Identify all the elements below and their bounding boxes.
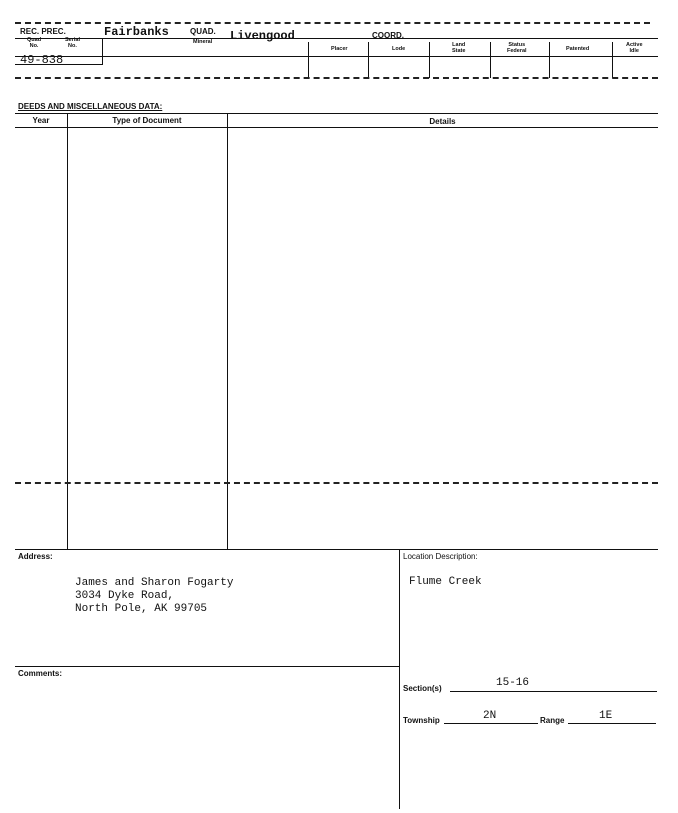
- deeds-bottom-rule: [15, 549, 658, 550]
- range-underline: [568, 723, 656, 724]
- col-patented: Patented: [566, 46, 590, 52]
- section-underline: [450, 691, 657, 692]
- deeds-top-rule: [15, 113, 658, 114]
- location-label: Location Description:: [403, 552, 478, 561]
- quad-serial-value: 49-838: [20, 53, 64, 67]
- range-value: 1E: [599, 710, 613, 722]
- top-dashed-rule: [15, 22, 650, 24]
- col-lode: Lode: [392, 46, 406, 52]
- col-quad-no: Quad No.: [27, 37, 42, 49]
- col-serial-no: Serial No.: [65, 37, 80, 49]
- col-status-federal: Status Federal: [507, 42, 527, 54]
- header-divider: [429, 42, 430, 78]
- header-sub-rule: [15, 56, 658, 57]
- range-label: Range: [540, 716, 565, 725]
- location-value: Flume Creek: [409, 576, 482, 588]
- col-mineral: Mineral: [193, 39, 213, 45]
- quad-label: QUAD.: [190, 27, 216, 36]
- comments-rule: [15, 666, 399, 667]
- header-divider: [368, 42, 369, 78]
- deeds-col-year: Year: [32, 116, 50, 125]
- rec-prec-label: REC. PREC.: [20, 27, 66, 36]
- header-divider: [102, 38, 103, 64]
- address-line-1: James and Sharon Fogarty: [75, 577, 234, 589]
- deeds-col-type: Type of Document: [112, 116, 182, 125]
- township-value: 2N: [483, 710, 497, 722]
- deeds-col-details: Details: [429, 117, 456, 126]
- deeds-section-title: DEEDS AND MISCELLANEOUS DATA:: [18, 102, 163, 111]
- comments-label: Comments:: [18, 669, 63, 678]
- header-divider: [490, 42, 491, 78]
- deeds-header-rule: [15, 127, 658, 128]
- quad-underline: [15, 64, 103, 65]
- col-placer: Placer: [331, 46, 348, 52]
- deeds-dashed-rule: [15, 482, 658, 484]
- col-active-idle: Active Idle: [626, 42, 643, 54]
- quad-value: Livengood: [230, 29, 295, 43]
- col-land-state: Land State: [452, 42, 466, 54]
- coord-label: COORD.: [372, 31, 404, 40]
- address-line-2: 3034 Dyke Road,: [75, 590, 175, 602]
- address-label: Address:: [18, 552, 53, 561]
- header-divider: [549, 42, 550, 78]
- township-underline: [444, 723, 538, 724]
- address-line-3: North Pole, AK 99705: [75, 603, 208, 615]
- lower-divider: [399, 549, 400, 809]
- rec-prec-value: Fairbanks: [104, 25, 169, 39]
- header-divider: [308, 42, 309, 78]
- header-rule: [15, 38, 658, 39]
- section-value: 15-16: [496, 677, 530, 689]
- header-bottom-dashed: [15, 77, 658, 79]
- header-divider: [612, 42, 613, 78]
- township-label: Township: [403, 716, 440, 725]
- section-label: Section(s): [403, 684, 442, 693]
